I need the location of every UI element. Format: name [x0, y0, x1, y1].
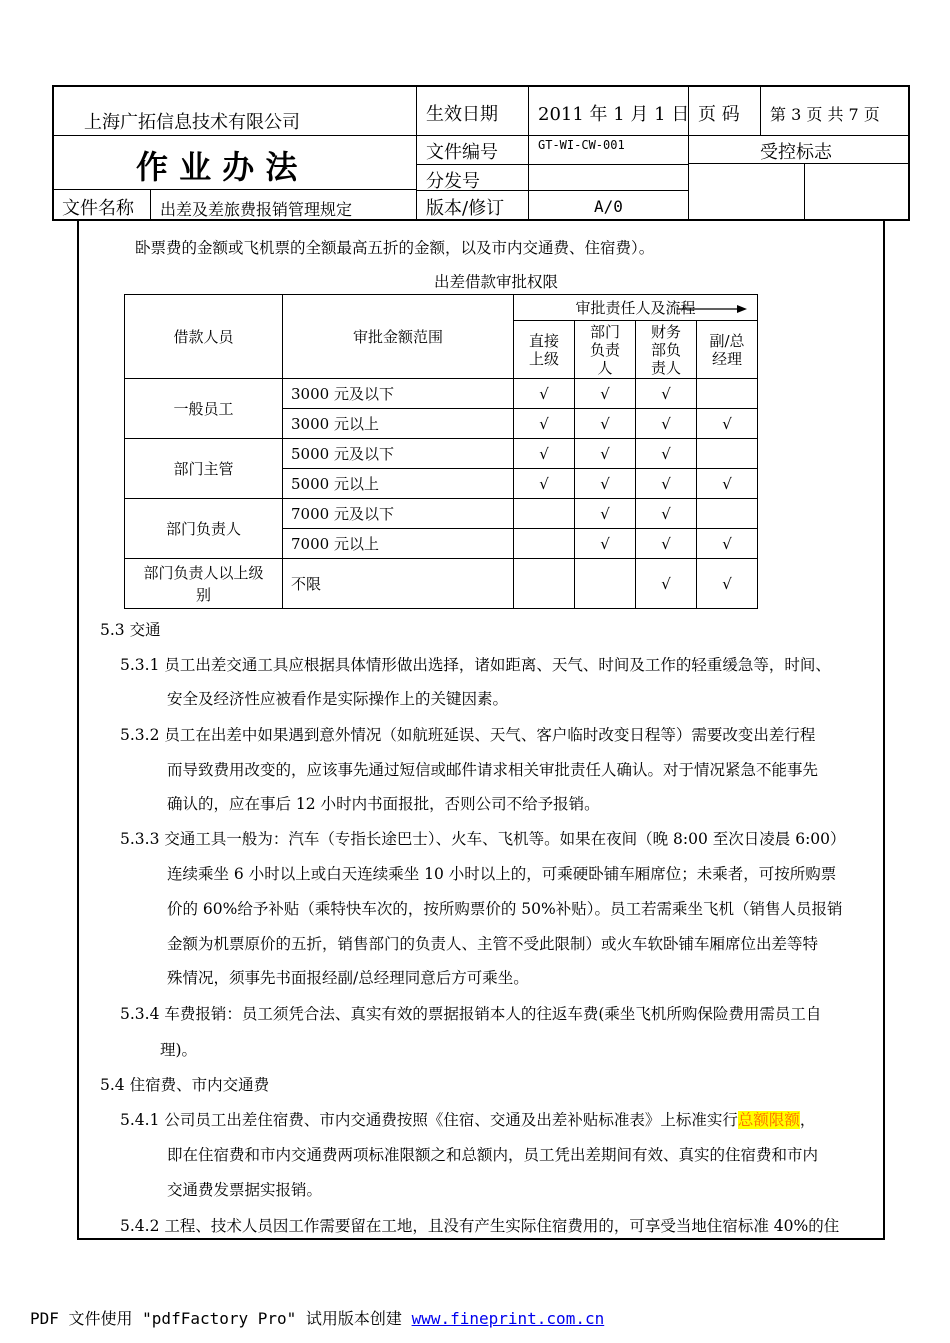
s541-text: 5.4.1 公司员工出差住宿费、市内交通费按照《住宿、交通及出差补贴标准表》上标准实行 [120, 1111, 738, 1129]
check-mark: √ [575, 439, 636, 469]
empty-cell [514, 499, 575, 529]
check-mark: √ [636, 379, 697, 409]
table-row [125, 379, 758, 409]
check-mark: √ [636, 559, 697, 609]
file-name-value: 出差及差旅费报销管理规定 [160, 200, 353, 219]
check-mark: √ [514, 439, 575, 469]
table-row [125, 499, 758, 529]
header-rule [416, 164, 688, 165]
borrower-group: 部门主管 [125, 439, 283, 499]
empty-cell [697, 379, 758, 409]
check-mark: √ [514, 409, 575, 439]
header-rule [54, 189, 416, 190]
s533-line-1: 5.3.3 交通工具一般为：汽车（专指长途巴士）、火车、飞机等。如果在夜间（晚 8:00 至次日凌晨 6:00） [120, 830, 846, 848]
header-flow [514, 295, 758, 321]
check-mark: √ [636, 529, 697, 559]
header-borrower: 借款人员 [125, 295, 283, 379]
header-approver-2: 部门 负责 人 [575, 321, 636, 379]
company-name: 上海广拓信息技术有限公司 [84, 112, 300, 133]
file-name-label: 文件名称 [62, 198, 134, 219]
document-number-value: GT-WI-CW-001 [538, 138, 625, 152]
distribution-number-label: 分发号 [426, 171, 480, 192]
s532-line-3: 确认的，应在事后 12 小时内书面报批，否则公司不给予报销。 [167, 795, 600, 813]
header-rule [760, 87, 761, 135]
check-mark: √ [575, 469, 636, 499]
empty-cell [514, 529, 575, 559]
check-mark: √ [636, 409, 697, 439]
version-value: A/0 [594, 197, 623, 216]
footer-link[interactable]: www.fineprint.com.cn [411, 1309, 605, 1328]
header-approver-1: 直接 上级 [514, 321, 575, 379]
borrower-group: 一般员工 [125, 379, 283, 439]
intro-line: 卧票费的金额或飞机票的全额最高五折的金额，以及市内交通费、住宿费）。 [135, 239, 655, 257]
amount-range: 不限 [283, 559, 514, 609]
check-mark: √ [636, 499, 697, 529]
header-rule [804, 163, 805, 221]
approval-table [124, 294, 758, 609]
empty-cell [697, 439, 758, 469]
check-mark: √ [575, 499, 636, 529]
table-row [125, 559, 758, 609]
s533-line-2: 连续乘坐 6 小时以上或白天连续乘坐 10 小时以上的，可乘硬卧铺车厢席位；未乘者，可按所购票 [167, 865, 837, 883]
s531-line-1: 5.3.1 员工出差交通工具应根据具体情形做出选择，诸如距离、天气、时间及工作的轻重缓急等，时间、 [120, 656, 831, 674]
check-mark: √ [575, 409, 636, 439]
amount-range: 5000 元及以下 [283, 439, 514, 469]
pdf-footer [30, 1306, 604, 1329]
header-rule [528, 87, 529, 221]
s533-line-3: 价的 60%给予补贴（乘特快车次的，按所购票价的 50%补贴）。员工若需乘坐飞机（销售人员报销 [167, 900, 843, 918]
effective-date-value: 2011 年 1 月 1 日 [538, 104, 690, 125]
footer-text: PDF 文件使用 "pdfFactory Pro" 试用版本创建 [30, 1309, 412, 1328]
document-header [52, 85, 910, 221]
header-approver-4: 副/总 经理 [697, 321, 758, 379]
borrower-group: 部门负责人以上级 别 [125, 559, 283, 609]
s541-line-2: 即在住宿费和市内交通费两项标准限额之和总额内，员工凭出差期间有效、真实的住宿费和市内 [167, 1146, 819, 1164]
section-5-3-heading: 5.3 交通 [100, 621, 161, 639]
s542-line-1: 5.4.2 工程、技术人员因工作需要留在工地，且没有产生实际住宿费用的，可享受当地住宿标准 40%的住 [120, 1217, 840, 1235]
highlighted-term: 总额限额 [737, 1111, 800, 1129]
check-mark: √ [514, 379, 575, 409]
amount-range: 3000 元以上 [283, 409, 514, 439]
header-approver-3: 财务 部负 责人 [636, 321, 697, 379]
check-mark: √ [697, 529, 758, 559]
check-mark: √ [697, 409, 758, 439]
header-rule [416, 87, 417, 221]
s532-line-2: 而导致费用改变的，应该事先通过短信或邮件请求相关审批责任人确认。对于情况紧急不能事先 [167, 761, 819, 779]
check-mark: √ [575, 529, 636, 559]
page-label: 页 码 [698, 104, 740, 125]
s534-line-2: 理)。 [160, 1041, 198, 1059]
amount-range: 7000 元及以下 [283, 499, 514, 529]
borrower-group: 部门负责人 [125, 499, 283, 559]
check-mark: √ [575, 379, 636, 409]
amount-range: 5000 元以上 [283, 469, 514, 499]
section-5-4-heading: 5.4 住宿费、市内交通费 [100, 1076, 270, 1094]
empty-cell [697, 499, 758, 529]
s532-line-1: 5.3.2 员工在出差中如果遇到意外情况（如航班延误、天气、客户临时改变日程等）需要改变出差行程 [120, 726, 816, 744]
amount-range: 7000 元以上 [283, 529, 514, 559]
s541-punct: ， [799, 1111, 816, 1129]
amount-range: 3000 元及以下 [283, 379, 514, 409]
header-rule [150, 189, 151, 221]
s533-line-5: 殊情况，须事先书面报经副/总经理同意后方可乘坐。 [167, 969, 529, 987]
table-title: 出差借款审批权限 [434, 273, 559, 291]
version-label: 版本/修订 [426, 198, 505, 219]
s533-line-4: 金额为机票原价的五折，销售部门的负责人、主管不受此限制）或火车软卧铺车厢席位出差等特 [167, 935, 819, 953]
effective-date-label: 生效日期 [426, 104, 498, 125]
s534-line-1: 5.3.4 车费报销：员工须凭合法、真实有效的票据报销本人的往返车费(乘坐飞机所购保险费用需员工自 [120, 1005, 822, 1023]
flow-label: 审批责任人及流程 [575, 299, 696, 317]
page-number: 第 3 页 共 7 页 [770, 105, 880, 124]
s531-line-2: 安全及经济性应被看作是实际操作上的关键因素。 [167, 690, 509, 708]
table-row [125, 439, 758, 469]
check-mark: √ [514, 469, 575, 499]
s541-line-3: 交通费发票据实报销。 [167, 1181, 323, 1199]
header-rule [54, 135, 910, 136]
document-number-label: 文件编号 [426, 142, 498, 163]
check-mark: √ [636, 469, 697, 499]
check-mark: √ [697, 469, 758, 499]
empty-cell [514, 559, 575, 609]
document-type: 作 业 办 法 [136, 148, 298, 186]
arrow-right-icon [677, 304, 747, 314]
empty-cell [575, 559, 636, 609]
s541-line-1 [120, 1110, 815, 1130]
check-mark: √ [636, 439, 697, 469]
check-mark: √ [697, 559, 758, 609]
control-mark-label: 受控标志 [760, 142, 832, 163]
header-range: 审批金额范围 [283, 295, 514, 379]
